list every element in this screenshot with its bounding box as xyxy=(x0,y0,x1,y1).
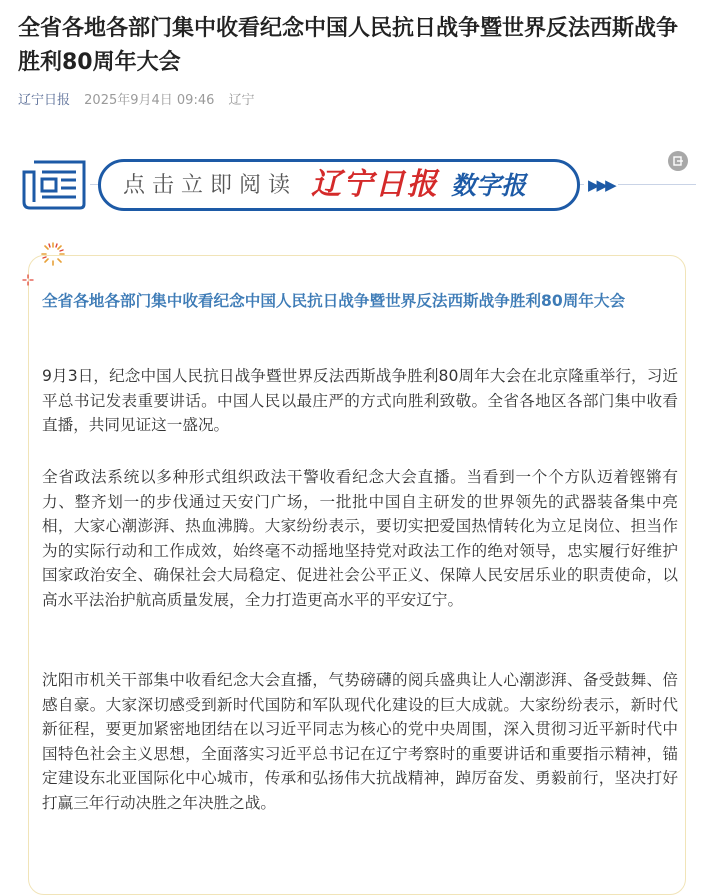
newspaper-icon xyxy=(20,158,90,212)
spark-icon xyxy=(22,271,34,283)
read-now-pill[interactable] xyxy=(98,159,580,211)
firework-icon xyxy=(40,241,66,267)
paragraph-intro: 9月3日，纪念中国人民抗日战争暨世界反法西斯战争胜利80周年大会在北京隆重举行，习近平总书记发表重要讲话。中国人民以最庄严的方式向胜利致敬。全省各地区各部门集中收看直播，共同见证这一盛况。 xyxy=(42,367,678,434)
article-meta xyxy=(18,92,255,110)
exit-icon[interactable] xyxy=(668,151,688,171)
digital-newspaper-banner[interactable] xyxy=(20,155,696,215)
triple-arrow-icon: ▶▶▶ xyxy=(584,173,618,197)
source-link[interactable]: 辽宁日报 xyxy=(18,93,71,108)
paragraph-political-legal: 全省政法系统以多种形式组织政法干警收看纪念大会直播。当看到一个个方队迈着铿锵有力、整齐划一的步伐通过天安门广场，一批批中国自主研发的世界领先的武器装备集中亮相，大家心潮澎湃、热血沸腾。大家纷纷表示，要切实把爱国热情转化为立足岗位、担当作为的实际行动和工作成效，始终毫不动摇地坚持党对政法工作的绝对领导，忠实履行好维护国家政治安全、确保社会大局稳定、促进社会公平正义、保障人民安居乐业的职责使命，以高水平法治护航高质量发展，全力打造更高水平的平安辽宁。 xyxy=(42,468,678,609)
brand-logo: 辽宁日报 xyxy=(311,167,439,202)
location-label: 辽宁 xyxy=(228,93,255,108)
read-now-label: 点击立即阅读 xyxy=(123,173,298,198)
paragraph-shenyang: 沈阳市机关干部集中收看纪念大会直播，气势磅礴的阅兵盛典让人心潮澎湃、备受鼓舞、倍感自豪。大家深切感受到新时代国防和军队现代化建设的巨大成就。大家纷纷表示，新时代新征程，要更加紧密地团结在以习近平同志为核心的党中央周围，深入贯彻习近平新时代中国特色社会主义思想，全面落实习近平总书记在辽宁考察时的重要讲话和重要指示精神，锚定建设东北亚国际化中心城市，传承和弘扬伟大抗战精神，踔厉奋发、勇毅前行，坚决打好打赢三年行动决胜之年决胜之战。 xyxy=(42,671,678,812)
article-title: 全省各地各部门集中收看纪念中国人民抗日战争暨世界反法西斯战争胜利80周年大会 xyxy=(18,16,679,75)
card-heading: 全省各地各部门集中收看纪念中国人民抗日战争暨世界反法西斯战争胜利80周年大会 xyxy=(42,292,626,310)
publish-date: 2025年9月4日 09:46 xyxy=(84,93,215,108)
digital-label: 数字报 xyxy=(451,171,527,200)
